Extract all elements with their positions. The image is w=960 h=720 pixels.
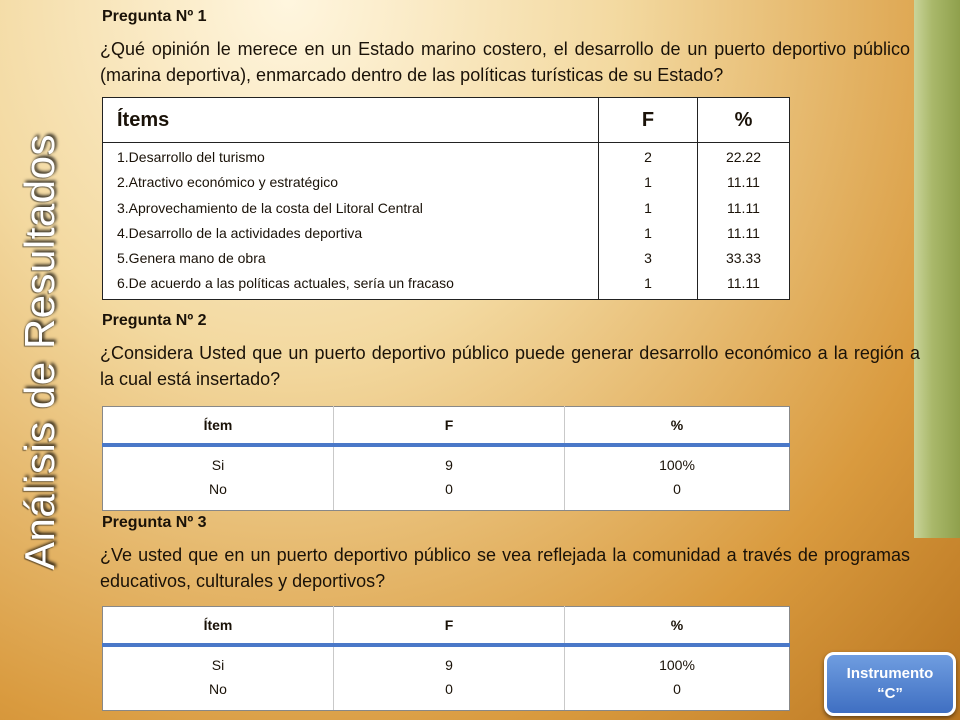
list-item: No [209,681,227,697]
question-2-text: ¿Considera Usted que un puerto deportivo público puede generar desarrollo económico a la región a la cual está insertado? [100,343,920,389]
question-1-table [102,97,790,300]
items-cell [103,645,334,711]
header-percent: % [698,98,790,143]
frequency-value: 1 [644,199,652,216]
items-cell [103,445,334,511]
percent-value: 33.33 [725,250,762,267]
table-header-row [103,607,790,646]
list-item: 6.De acuerdo a las políticas actuales, sería un fracaso [117,275,454,292]
decorative-side-bar [914,0,960,538]
percent-cell [565,645,790,711]
instrument-button-letter: “C” [877,685,903,702]
header-f: F [599,98,698,143]
list-item: 3.Aprovechamiento de la costa del Litoral Central [117,199,423,216]
question-2-label: Pregunta Nº 2 [102,312,207,329]
frequency-value: 2 [644,149,652,165]
percent-value: 11.11 [727,199,760,216]
frequency-value: 3 [644,250,652,267]
header-percent: % [565,407,790,446]
frequency-value: 0 [445,681,453,697]
frequency-cell [599,143,698,300]
table-row [103,143,790,300]
header-f: F [334,407,565,446]
list-item: Si [211,657,225,673]
percent-value: 11.11 [727,224,760,241]
list-item: Si [211,457,225,473]
table-header-row [103,98,790,143]
list-item: 2.Atractivo económico y estratégico [117,174,338,191]
question-3-text: ¿Ve usted que en un puerto deportivo público se vea reflejada la comunidad a través de programas educativos, culturales y deportivos? [100,545,910,591]
frequency-value: 1 [644,224,652,241]
instrument-c-button[interactable] [824,652,956,716]
question-2-table [102,406,790,511]
question-1-label: Pregunta Nº 1 [102,8,207,25]
percent-value: 0 [673,481,681,497]
items-cell [103,143,599,300]
frequency-value: 9 [445,457,453,473]
question-1-text: ¿Qué opinión le merece en un Estado marino costero, el desarrollo de un puerto deportivo público (marina deportiva), enmarcado dentro de las políticas turísticas de su Estado? [100,39,910,85]
frequency-value: 1 [644,275,652,292]
percent-value: 11.11 [727,174,760,191]
frequency-cell [334,445,565,511]
frequency-value: 0 [445,481,453,497]
header-item: Ítem [103,607,334,646]
percent-value: 22.22 [725,149,762,165]
header-item: Ítem [103,407,334,446]
section-title: Análisis de Resultados [16,134,63,570]
question-3-table [102,606,790,711]
list-item: 1.Desarrollo del turismo [117,149,265,165]
list-item: No [209,481,227,497]
header-percent: % [565,607,790,646]
table-header-row [103,407,790,446]
question-3-label: Pregunta Nº 3 [102,514,207,531]
instrument-button-label: Instrumento [846,665,934,682]
table-row [103,645,790,711]
percent-value: 100% [659,657,695,673]
header-items: Ítems [103,98,599,143]
frequency-value: 1 [644,174,652,191]
table-row [103,445,790,511]
percent-cell [698,143,790,300]
list-item: 5.Genera mano de obra [117,250,266,267]
percent-cell [565,445,790,511]
list-item: 4.Desarrollo de la actividades deportiva [117,224,363,241]
header-f: F [334,607,565,646]
percent-value: 0 [673,681,681,697]
frequency-value: 9 [445,657,453,673]
frequency-cell [334,645,565,711]
percent-value: 100% [659,457,695,473]
percent-value: 11.11 [727,275,760,292]
